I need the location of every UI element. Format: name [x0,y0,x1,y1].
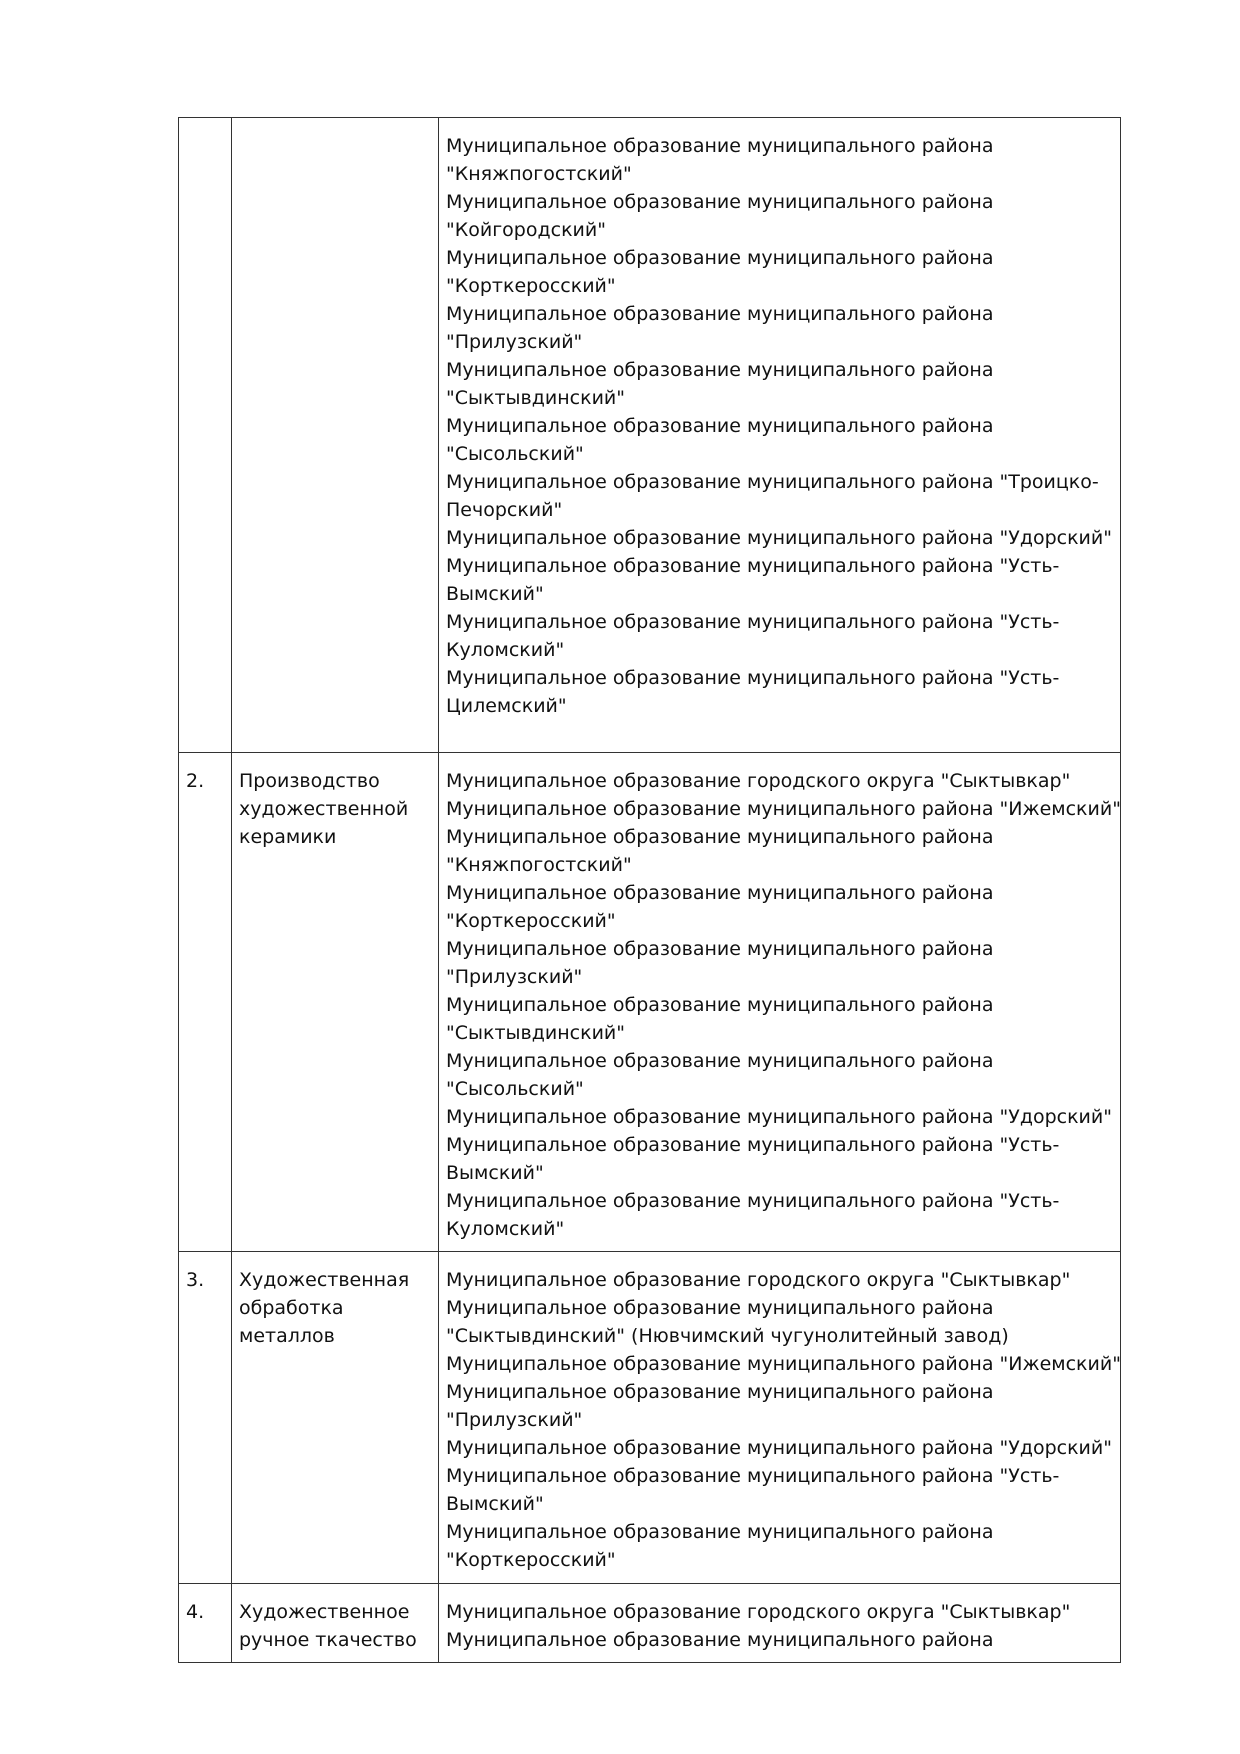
municipality-line: Муниципальное образование городского округа "Сыктывкар" [446,770,1071,792]
craft-cell [232,753,439,1252]
municipality-line: Муниципальное образование муниципального района "Усть- [446,611,1060,633]
municipality-line: Муниципальное образование городского округа "Сыктывкар" [446,1601,1071,1623]
municipality-line: Печорский" [446,499,563,521]
craft-cell [232,1584,439,1663]
craft-name-line: Производство [239,770,380,792]
municipality-line: Муниципальное образование муниципального района [446,303,994,325]
municipality-line: Муниципальное образование муниципального района [446,1521,994,1543]
municipality-line: Муниципальное образование муниципального района [446,1629,994,1651]
municipality-line: "Койгородский" [446,219,606,241]
municipality-line: Муниципальное образование муниципального района [446,247,994,269]
craft-cell [232,1252,439,1584]
municipality-line: Муниципальное образование муниципального района "Удорский" [446,1106,1112,1128]
municipality-line: "Прилузский" [446,966,583,988]
municipalities-cell [439,1584,1121,1663]
municipality-line: Муниципальное образование муниципального района "Удорский" [446,1437,1112,1459]
municipality-line: Вымский" [446,1162,544,1184]
municipality-line: Муниципальное образование городского округа "Сыктывкар" [446,1269,1071,1291]
municipality-line: Муниципальное образование муниципального района [446,938,994,960]
table-body [179,118,1121,1663]
row-number-cell: 2. [179,753,232,1252]
table-row [179,118,1121,753]
municipality-line: Цилемский" [446,695,567,717]
municipality-line: "Княжпогостский" [446,163,632,185]
municipality-line: "Сысольский" [446,443,584,465]
municipality-line: Муниципальное образование муниципального района [446,359,994,381]
craft-name-line: металлов [239,1325,335,1347]
table-row [179,753,1121,1252]
municipality-line: Вымский" [446,1493,544,1515]
municipality-line: Куломский" [446,639,565,661]
municipality-line: Муниципальное образование муниципального района "Усть- [446,1190,1060,1212]
row-number-cell: 3. [179,1252,232,1584]
municipality-line: Муниципальное образование муниципального района "Троицко- [446,471,1099,493]
municipality-line: "Сыктывдинский" [446,1022,626,1044]
municipality-line: "Корткеросский" [446,275,616,297]
municipality-line: Муниципальное образование муниципального района [446,994,994,1016]
municipality-line: Муниципальное образование муниципального района [446,191,994,213]
craft-name-line: Художественное [239,1601,410,1623]
craft-name-line: Художественная [239,1269,410,1291]
municipality-line: Куломский" [446,1218,565,1240]
municipalities-cell [439,1252,1121,1584]
craft-name-line: художественной [239,798,409,820]
municipality-line: "Корткеросский" [446,910,616,932]
municipalities-cell [439,118,1121,753]
craft-cell [232,118,439,753]
municipality-line: "Сысольский" [446,1078,584,1100]
municipality-line: "Корткеросский" [446,1549,616,1571]
municipality-line: Муниципальное образование муниципального района "Усть- [446,1134,1060,1156]
municipality-line: Муниципальное образование муниципального района "Усть- [446,555,1060,577]
municipality-line: Муниципальное образование муниципального района [446,826,994,848]
municipality-line: Муниципальное образование муниципального района [446,1050,994,1072]
municipality-line: "Сыктывдинский" (Нювчимский чугунолитейный завод) [446,1325,1009,1347]
municipality-line: Муниципальное образование муниципального района [446,1297,994,1319]
craft-name-line: ручное ткачество [239,1629,417,1651]
craft-name-line: обработка [239,1297,344,1319]
row-number-cell: 4. [179,1584,232,1663]
municipality-line: Муниципальное образование муниципального района "Удорский" [446,527,1112,549]
municipality-line: Муниципальное образование муниципального района [446,1381,994,1403]
table-row [179,1252,1121,1584]
craft-name-line: керамики [239,826,337,848]
municipalities-cell [439,753,1121,1252]
row-number-cell [179,118,232,753]
table-row [179,1584,1121,1663]
municipality-line: Вымский" [446,583,544,605]
municipality-line: Муниципальное образование муниципального района [446,135,994,157]
municipality-line: "Сыктывдинский" [446,387,626,409]
crafts-regions-table [178,117,1121,1663]
municipality-line: "Прилузский" [446,1409,583,1431]
municipality-line: "Прилузский" [446,331,583,353]
municipality-line: Муниципальное образование муниципального района "Усть- [446,1465,1060,1487]
municipality-line: Муниципальное образование муниципального района [446,882,994,904]
municipality-line: Муниципальное образование муниципального района "Усть- [446,667,1060,689]
municipality-line: "Княжпогостский" [446,854,632,876]
municipality-line: Муниципальное образование муниципального района "Ижемский" [446,1353,1121,1375]
municipality-line: Муниципальное образование муниципального района "Ижемский" [446,798,1121,820]
municipality-line: Муниципальное образование муниципального района [446,415,994,437]
